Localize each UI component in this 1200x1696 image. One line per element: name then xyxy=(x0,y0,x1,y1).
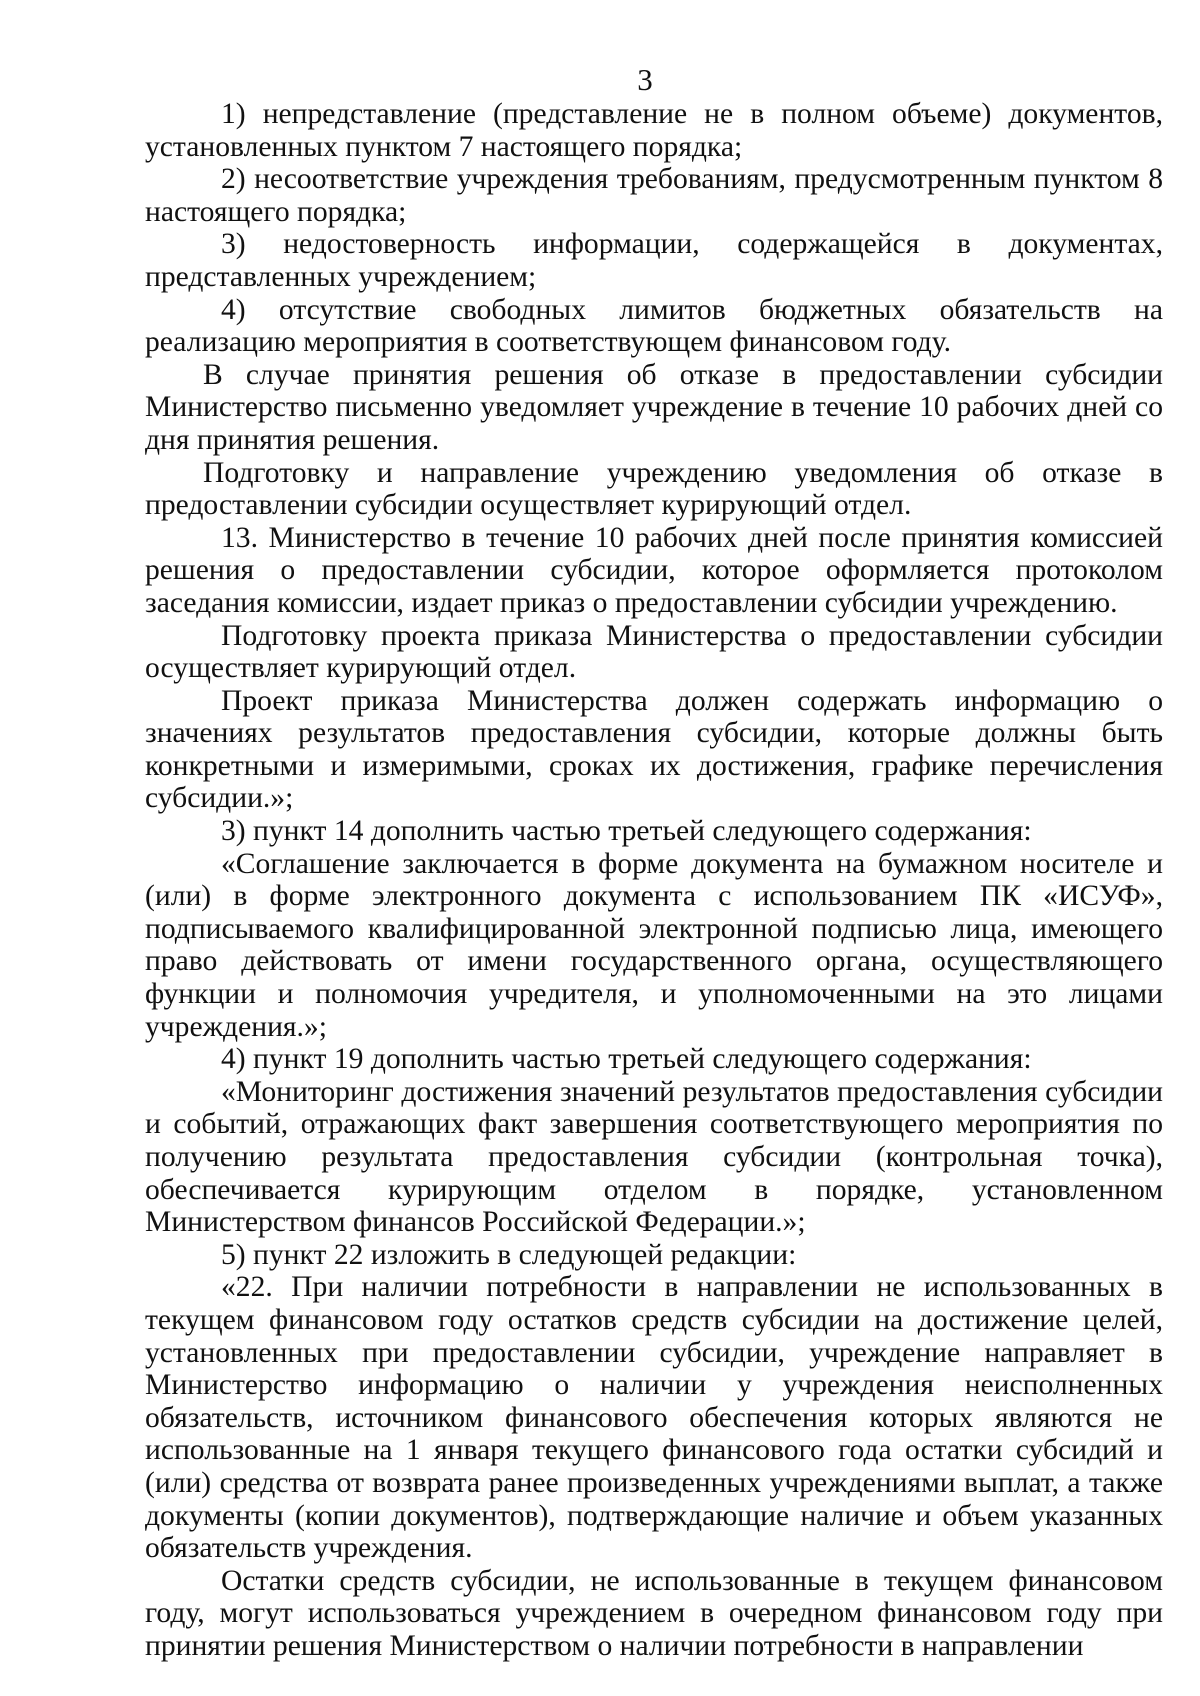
page-number: 3 xyxy=(637,62,653,97)
paragraph-refusal-notice: В случае принятия решения об отказе в предоставлении субсидии Министерство письменно уведомляет учреждение в течение 10 рабочих дней со дня принятия решения. xyxy=(145,358,1163,456)
paragraph-item-4: 4) отсутствие свободных лимитов бюджетных обязательств на реализацию мероприятия в соответствующем финансовом году. xyxy=(145,293,1163,359)
paragraph-point-13: 13. Министерство в течение 10 рабочих дней после принятия комиссией решения о предоставлении субсидии, которое оформляется протоколом заседания комиссии, издает приказ о предоставлении субсидии учреждению. xyxy=(145,521,1163,619)
paragraph-item-1: 1) непредставление (представление не в полном объеме) документов, установленных пунктом 7 настоящего порядка; xyxy=(145,98,1163,163)
document-body xyxy=(145,98,1163,1663)
paragraph-order-content: Проект приказа Министерства должен содержать информацию о значениях результатов предоставления субсидии, которые должны быть конкретными и измеримыми, сроках их достижения, графике перечисления субсидии.»; xyxy=(145,684,1163,815)
paragraph-item-3: 3) недостоверность информации, содержащейся в документах, представленных учреждением; xyxy=(145,228,1163,293)
paragraph-order-preparation: Подготовку проекта приказа Министерства о предоставлении субсидии осуществляет курирующий отдел. xyxy=(145,619,1163,685)
paragraph-amendment-4: 4) пункт 19 дополнить частью третьей следующего содержания: xyxy=(221,1043,1032,1076)
paragraph-remaining-funds: Остатки средств субсидии, не использованные в текущем финансовом году, могут использоваться учреждением в очередном финансовом году при принятии решения Министерством о наличии потребности в направлении xyxy=(145,1564,1163,1662)
paragraph-agreement-form: «Соглашение заключается в форме документа на бумажном носителе и (или) в форме электронного документа с использованием ПК «ИСУФ», подписываемого квалифицированной электронной подписью лица, имеющего право действовать от имени государственного органа, осуществляющего функции и полномочия учредителя, и уполномоченными на это лицами учреждения.»; xyxy=(145,847,1163,1043)
paragraph-item-2: 2) несоответствие учреждения требованиям, предусмотренным пунктом 8 настоящего порядка; xyxy=(145,163,1163,228)
paragraph-notice-preparation: Подготовку и направление учреждению уведомления об отказе в предоставлении субсидии осуществляет курирующий отдел. xyxy=(145,456,1163,522)
paragraph-point-22: «22. При наличии потребности в направлении не использованных в текущем финансовом году остатков средств субсидии на достижение целей, установленных при предоставлении субсидии, учреждение направляет в Министерство информацию о наличии у учреждения неисполненных обязательств, источником финансового обеспечения которых являются не использованные на 1 января текущего финансового года остатки субсидий и (или) средства от возврата ранее произведенных учреждениями выплат, а также документы (копии документов), подтверждающие наличие и объем указанных обязательств учреждения. xyxy=(145,1271,1163,1565)
paragraph-amendment-3: 3) пункт 14 дополнить частью третьей следующего содержания: xyxy=(221,815,1032,848)
paragraph-amendment-5: 5) пункт 22 изложить в следующей редакции: xyxy=(221,1238,797,1271)
paragraph-monitoring: «Мониторинг достижения значений результатов предоставления субсидии и событий, отражающих факт завершения соответствующего мероприятия по получению результата предоставления субсидии (контрольная точка), обеспечивается курирующим отделом в порядке, установленном Министерством финансов Российской Федерации.»; xyxy=(145,1075,1163,1239)
